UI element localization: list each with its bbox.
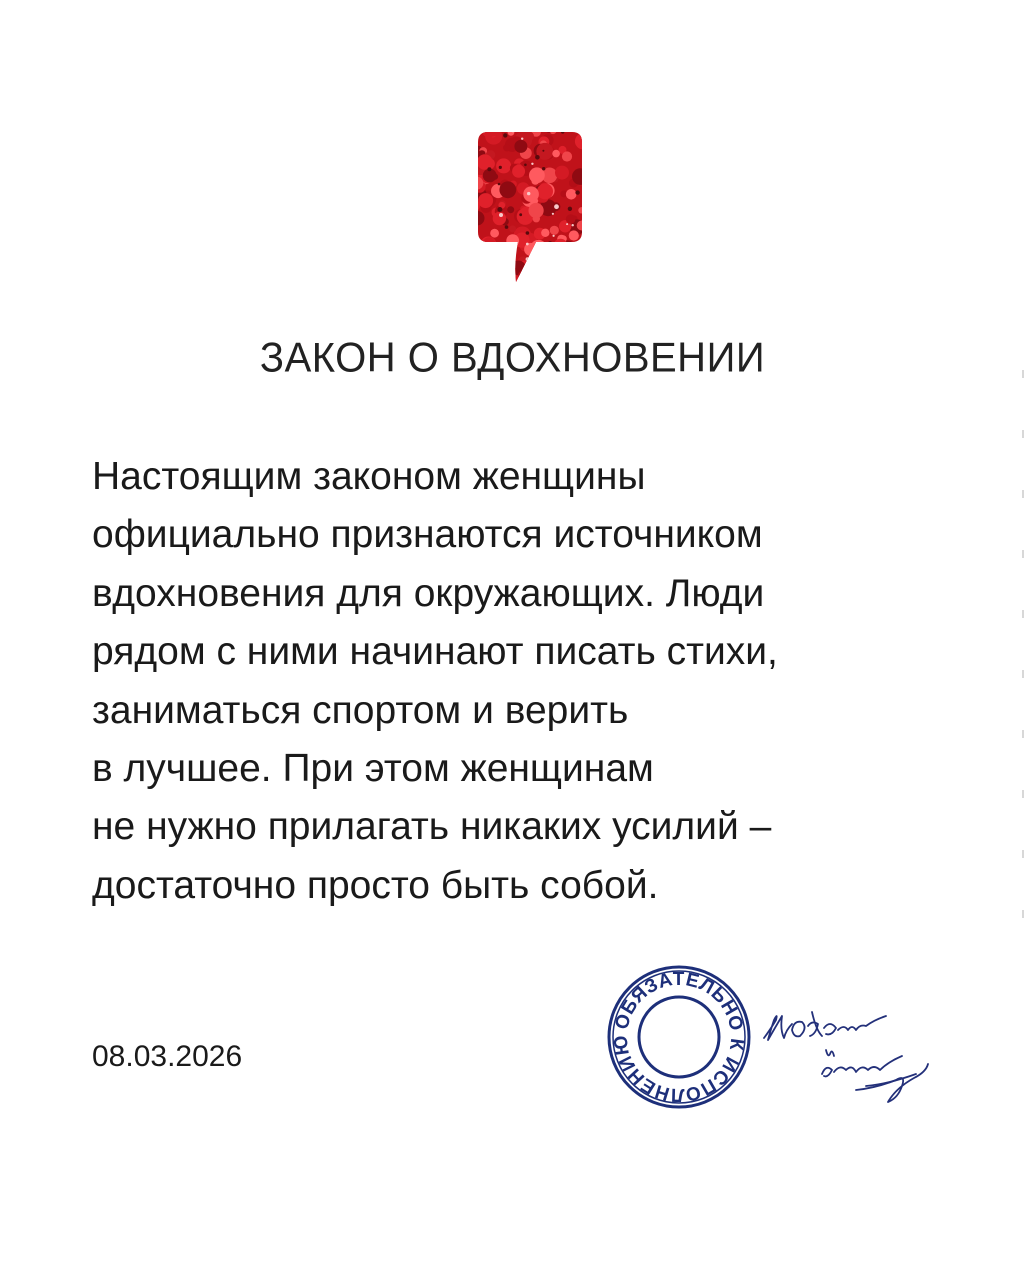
flower-center <box>548 241 553 246</box>
flower-center <box>527 192 530 195</box>
flower-petal <box>497 275 506 284</box>
flower-center <box>567 268 571 272</box>
flower-petal <box>563 275 574 286</box>
flower-center <box>570 258 573 261</box>
svg-text:ОБЯЗАТЕЛЬНО К ИСПОЛНЕНИЮ: ОБЯЗАТЕЛЬНО К ИСПОЛНЕНИЮ <box>610 968 748 1106</box>
law-text-line: официально признаются источником <box>92 513 763 557</box>
document-date: 08.03.2026 <box>92 1040 243 1073</box>
law-text-line: достаточно просто быть собой. <box>92 863 659 907</box>
flower-center <box>552 213 554 215</box>
flower-center <box>542 150 544 152</box>
approval-stamp <box>604 962 754 1112</box>
flower-center <box>566 223 568 225</box>
flower-center <box>505 225 509 229</box>
flower-petal <box>555 166 569 180</box>
edge-dot <box>1022 430 1024 438</box>
flower-petal <box>503 253 515 265</box>
edge-dot <box>1022 370 1024 378</box>
flower-center <box>582 155 584 157</box>
flower-center <box>545 277 547 279</box>
flower-petal <box>509 225 516 232</box>
page-title: ЗАКОН О ВДОХНОВЕНИИ <box>259 334 766 382</box>
flower-petal <box>480 247 497 264</box>
edge-dots-decoration <box>1021 360 1025 960</box>
flower-petal <box>501 278 507 284</box>
flower-petal <box>480 255 496 271</box>
flower-petal <box>562 151 572 161</box>
flower-petal <box>487 280 498 288</box>
flower-petal <box>544 128 550 132</box>
flower-petal <box>528 280 542 288</box>
flower-center <box>494 281 497 284</box>
flower-petal <box>517 274 534 288</box>
flower-petal <box>496 158 511 173</box>
flower-petal <box>563 242 576 255</box>
flower-petal <box>474 278 481 288</box>
flower-center <box>512 130 515 133</box>
flower-center <box>521 138 523 140</box>
flower-petal <box>514 140 527 153</box>
edge-dot <box>1022 670 1024 678</box>
flower-petal <box>569 230 579 240</box>
flower-center <box>531 163 533 165</box>
flower-petal <box>511 261 526 276</box>
flower-petal <box>478 193 493 208</box>
flower-petal <box>479 266 486 273</box>
flower-petal <box>477 154 493 170</box>
flower-petal <box>576 128 586 133</box>
law-text-line: рядом с ними начинают писать стихи, <box>92 630 778 674</box>
law-text <box>92 448 972 915</box>
flower-center <box>553 235 555 237</box>
flower-petal <box>487 249 500 262</box>
flower-center <box>555 276 557 278</box>
flower-center <box>503 133 507 137</box>
flower-speech-bubble-logo <box>474 128 586 288</box>
edge-dot <box>1022 910 1024 918</box>
flower-center <box>474 218 477 222</box>
flower-center <box>503 280 506 283</box>
flower-petal <box>507 206 514 213</box>
flower-center <box>526 243 529 246</box>
law-text-line: не нужно прилагать никаких усилий – <box>92 805 772 849</box>
flower-petal <box>502 267 515 280</box>
flower-petal <box>506 234 519 247</box>
flower-center <box>542 167 545 170</box>
flower-petal <box>474 245 488 263</box>
flower-petal <box>543 264 552 273</box>
edge-dot <box>1022 730 1024 738</box>
flower-petal <box>508 129 515 136</box>
flower-petal <box>550 226 559 235</box>
flower-center <box>572 224 574 226</box>
flower-petal <box>496 243 512 259</box>
law-text-line: вдохновения для окружающих. Люди <box>92 571 765 615</box>
law-text-line: заниматься спортом и верить <box>92 688 629 732</box>
flower-petal <box>546 273 554 281</box>
flower-petal <box>553 239 567 253</box>
flower-center <box>561 130 564 133</box>
flower-petal <box>579 281 586 288</box>
flower-center <box>499 166 502 169</box>
flower-center <box>575 190 579 194</box>
edge-dot <box>1022 490 1024 498</box>
flower-center <box>529 270 534 275</box>
flower-petal <box>566 214 576 224</box>
flower-center <box>497 207 502 212</box>
flower-center <box>487 167 491 171</box>
flower-center <box>535 155 540 160</box>
edge-dot <box>1022 790 1024 798</box>
flower-petal <box>566 189 577 200</box>
law-text-line: в лучшее. При этом женщинам <box>92 747 654 791</box>
flower-petal <box>545 128 553 133</box>
signature-love-and-value <box>756 990 936 1110</box>
flower-petal <box>552 150 560 158</box>
flower-center <box>579 248 581 250</box>
flower-petal <box>499 181 516 198</box>
flower-petal <box>490 229 499 238</box>
flower-petal <box>549 262 559 272</box>
edge-dot <box>1022 850 1024 858</box>
flower-petal <box>523 186 539 202</box>
flower-petal <box>560 240 574 254</box>
flower-petal <box>568 274 579 285</box>
flower-center <box>524 275 528 279</box>
flower-petal <box>559 278 574 288</box>
flower-center <box>568 207 572 211</box>
flower-petal <box>537 183 553 199</box>
flower-center <box>526 231 530 235</box>
flower-center <box>499 213 503 217</box>
flower-petal <box>495 264 507 276</box>
flower-center <box>526 257 530 261</box>
flower-petal <box>541 229 549 237</box>
flower-petal <box>530 240 547 257</box>
flower-petal <box>518 271 526 279</box>
flower-petal <box>504 285 510 288</box>
flower-petal <box>494 274 504 284</box>
flower-petal <box>529 203 544 218</box>
edge-dot <box>1022 610 1024 618</box>
law-text-line: Настоящим законом женщины <box>92 455 646 498</box>
flower-petal <box>570 258 585 273</box>
flower-petal <box>503 144 510 151</box>
flower-petal <box>512 165 525 178</box>
flower-petal <box>483 237 496 250</box>
flower-petal <box>578 207 584 213</box>
edge-dot <box>1022 550 1024 558</box>
flower-petal <box>544 263 553 272</box>
flower-petal <box>580 128 586 132</box>
flower-center <box>524 164 527 167</box>
flower-center <box>519 213 522 216</box>
flower-center <box>554 204 559 209</box>
flower-petal <box>560 241 572 253</box>
flower-petal <box>530 275 537 282</box>
flower-petal <box>498 270 512 284</box>
flower-petal <box>578 267 586 276</box>
flower-center <box>525 282 530 287</box>
flower-petal <box>574 247 586 264</box>
flower-center <box>498 183 501 186</box>
